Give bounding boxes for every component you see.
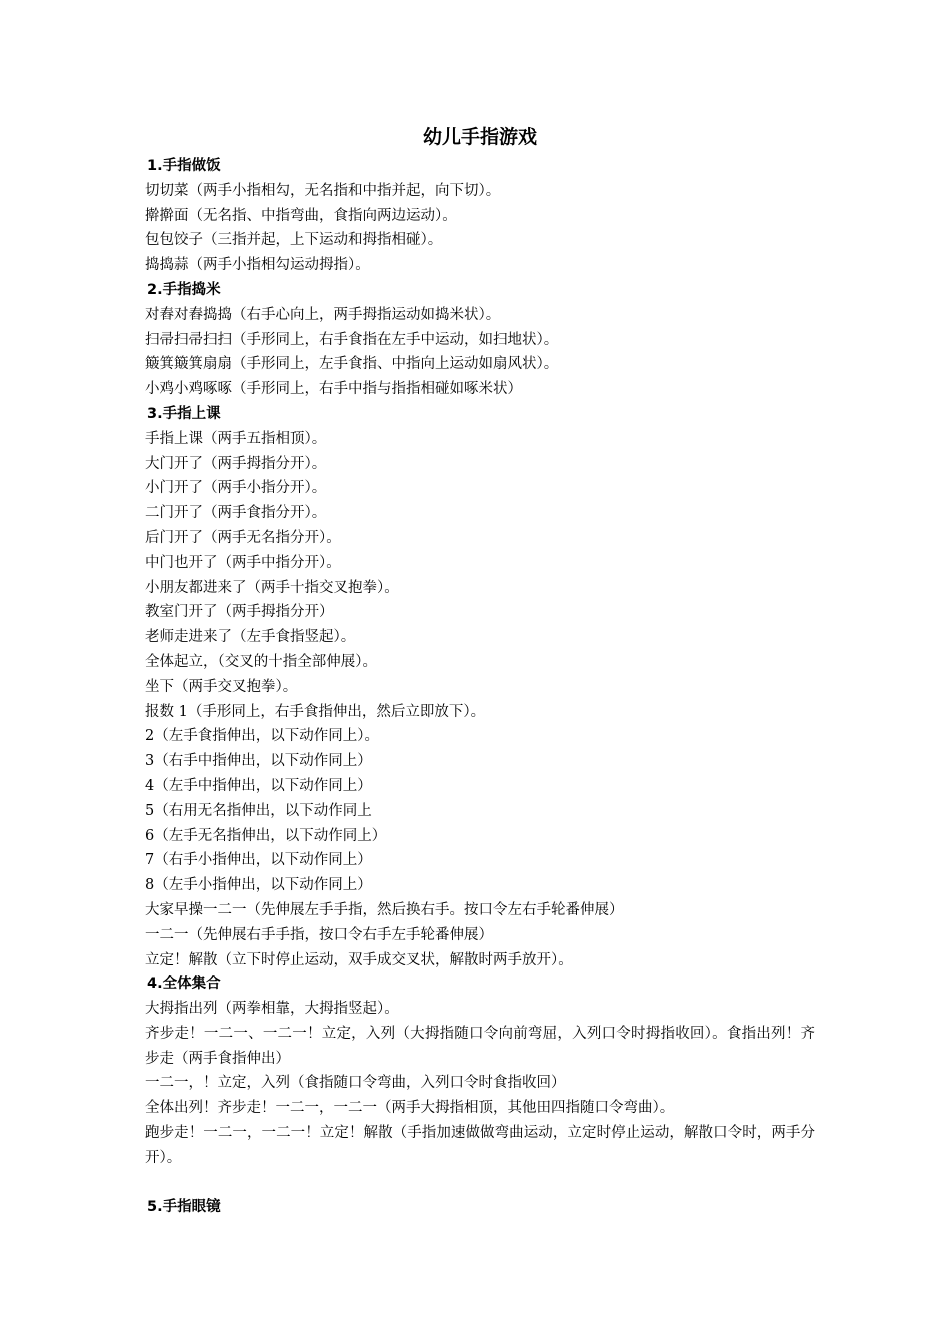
text-line: 擀擀面（无名指、中指弯曲，食指向两边运动）。 xyxy=(145,207,457,224)
text-line: 8（左手小指伸出，以下动作同上） xyxy=(145,877,372,894)
text-line: 5（右用无名指伸出，以下动作同上 xyxy=(145,802,372,819)
text-line: 7（右手小指伸出，以下动作同上） xyxy=(145,852,372,869)
text-line: 后门开了（两手无名指分开）。 xyxy=(145,529,341,546)
section-heading: 3.手指上课 xyxy=(147,405,221,422)
text-line: 对舂对舂捣捣（右手心向上，两手拇指运动如捣米状）。 xyxy=(145,306,501,323)
section-heading: 5.手指眼镜 xyxy=(147,1199,221,1216)
text-line: 一二一，！立定，入列（食指随口令弯曲，入列口令时食指收回） xyxy=(145,1075,566,1092)
text-line: 大门开了（两手拇指分开）。 xyxy=(145,455,327,472)
text-line: 老师走进来了（左手食指竖起）。 xyxy=(145,629,356,646)
text-line: 簸箕簸箕扇扇（手形同上，左手食指、中指向上运动如扇风状）。 xyxy=(145,356,559,373)
text-line: 二门开了（两手食指分开）。 xyxy=(145,505,327,522)
text-line: 报数 1（手形同上，右手食指伸出，然后立即放下）。 xyxy=(145,703,486,720)
text-line: 大家早操一二一（先伸展左手手指，然后换右手。按口令左右手轮番伸展） xyxy=(145,901,624,918)
text-line: 一二一（先伸展右手手指，按口令右手左手轮番伸展） xyxy=(145,926,493,943)
text-line: 切切菜（两手小指相勾，无名指和中指并起，向下切）。 xyxy=(145,182,501,199)
document-page xyxy=(145,120,815,1220)
text-line: 4（左手中指伸出，以下动作同上） xyxy=(145,777,372,794)
text-line: 扫帚扫帚扫扫（手形同上，右手食指在左手中运动，如扫地状）。 xyxy=(145,331,559,348)
text-line: 坐下（两手交叉抱拳）。 xyxy=(145,678,298,695)
text-line: 包包饺子（三指并起，上下运动和拇指相碰）。 xyxy=(145,232,443,249)
text-paragraph: 跑步走！一二一，一二一！立定！解散（手指加速做做弯曲运动，立定时停止运动，解散口令时，两手分开）。 xyxy=(145,1125,815,1166)
text-line: 全体出列！齐步走！一二一，一二一（两手大拇指相顶，其他田四指随口令弯曲）。 xyxy=(145,1100,675,1117)
text-line: 6（左手无名指伸出，以下动作同上） xyxy=(145,827,387,844)
text-line: 教室门开了（两手拇指分开） xyxy=(145,604,334,621)
text-paragraph: 齐步走！一二一、一二一！立定，入列（大拇指随口令向前弯屈，入列口令时拇指收回）。食指出列！齐步走（两手食指伸出） xyxy=(145,1025,815,1067)
text-line: 小朋友都进来了（两手十指交叉抱拳）。 xyxy=(145,579,399,596)
text-line: 手指上课（两手五指相顶）。 xyxy=(145,430,327,447)
section-heading: 4.全体集合 xyxy=(147,976,221,993)
text-line: 2（左手食指伸出，以下动作同上）。 xyxy=(145,728,379,745)
text-line: 中门也开了（两手中指分开）。 xyxy=(145,554,341,571)
text-line: 立定！解散（立下时停止运动，双手成交叉状，解散时两手放开）。 xyxy=(145,951,573,968)
section-heading: 1.手指做饭 xyxy=(147,158,221,174)
text-line: 全体起立，（交叉的十指全部伸展）。 xyxy=(145,653,377,670)
text-line: 小门开了（两手小指分开）。 xyxy=(145,480,327,497)
text-line: 大拇指出列（两拳相靠，大拇指竖起）。 xyxy=(145,1001,399,1018)
text-line: 3（右手中指伸出，以下动作同上） xyxy=(145,753,372,770)
text-line: 捣捣蒜（两手小指相勾运动拇指）。 xyxy=(145,257,370,274)
document-title: 幼儿手指游戏 xyxy=(422,126,537,148)
text-line: 小鸡小鸡啄啄（手形同上，右手中指与指指相碰如啄米状） xyxy=(145,381,522,398)
section-heading: 2.手指捣米 xyxy=(147,281,221,298)
